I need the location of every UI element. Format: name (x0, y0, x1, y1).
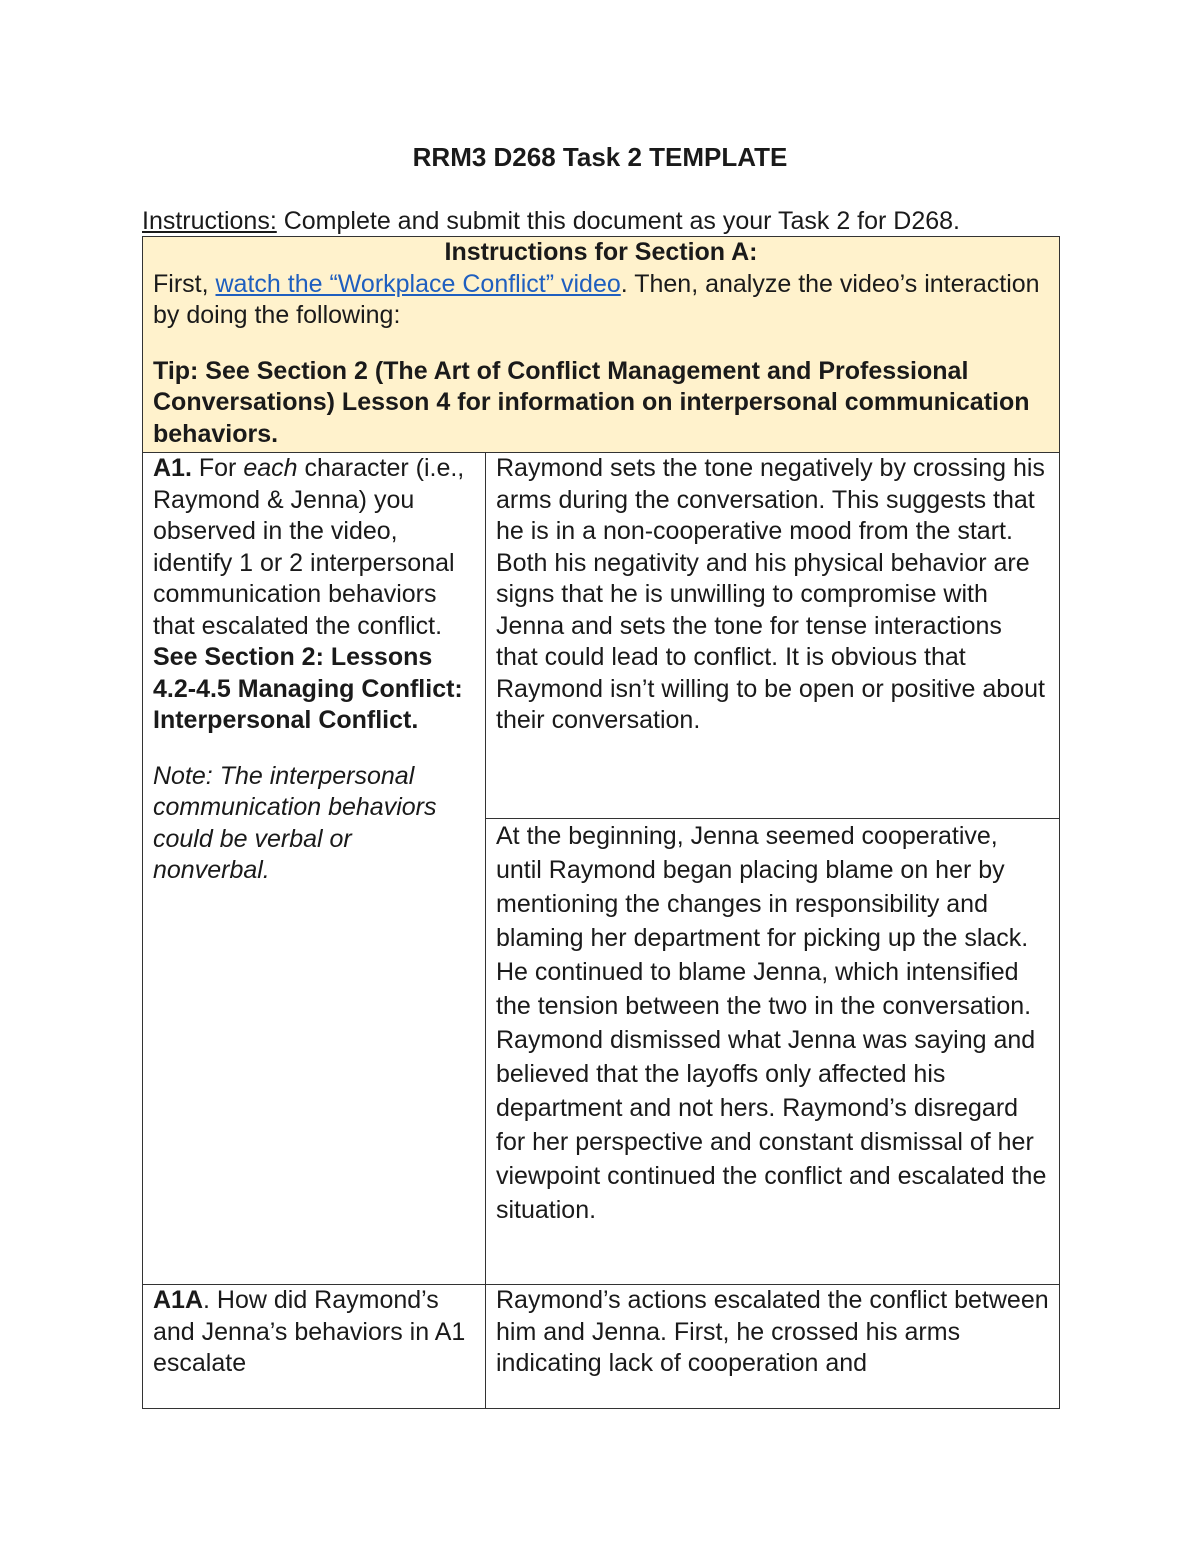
instructions-label: Instructions: (142, 207, 277, 235)
a1-text-each: each (243, 454, 298, 482)
a1-see-section: See Section 2: Lessons 4.2-4.5 Managing Conflict: Interpersonal Conflict. (153, 643, 463, 734)
a1a-label: A1A (153, 1286, 204, 1314)
a1a-answer-cell (486, 1285, 1060, 1409)
a1-text-1: For (191, 454, 244, 482)
instructions-line (142, 206, 1062, 236)
a1-question (153, 453, 475, 642)
a1a-question (153, 1285, 475, 1380)
first-prefix: First, (153, 269, 216, 298)
section-a-tip: Tip: See Section 2 (The Art of Conflict Management and Professional Conversations) Lesson 4 for information on interpersonal communication behaviors. (153, 356, 1030, 448)
a1a-row (143, 1285, 1060, 1409)
a1-label: A1. (153, 454, 192, 482)
section-a-header: Instructions for Section A: (444, 238, 758, 266)
a1a-answer: Raymond’s actions escalated the conflict between him and Jenna. First, he crossed his arms indicating lack of cooperation and (496, 1286, 1049, 1377)
first-suffix: . Then, analyze the video’s interaction by doing the following: (153, 269, 1040, 329)
section-a-instructions-row (143, 237, 1060, 453)
a1-note: Note: The interpersonal communication behaviors could be verbal or nonverbal. (153, 761, 437, 884)
a1a-question-text: . How did Raymond’s and Jenna’s behaviors in A1 escalate (153, 1286, 466, 1377)
section-a-instructions-cell (143, 237, 1060, 453)
workplace-conflict-video-link[interactable]: watch the “Workplace Conflict” video (215, 269, 621, 298)
section-a-first-paragraph (153, 269, 1049, 332)
instructions-text: Complete and submit this document as your Task 2 for D268. (276, 207, 960, 235)
a1a-question-cell (143, 1285, 486, 1409)
a1-answer-raymond-cell (486, 453, 1060, 819)
a1-answer-jenna-cell (486, 819, 1060, 1285)
a1-row-raymond (143, 453, 1060, 819)
document-title: RRM3 D268 Task 2 TEMPLATE (412, 142, 788, 172)
a1-question-cell (143, 453, 486, 1285)
a1-answer-jenna: At the beginning, Jenna seemed cooperative, until Raymond began placing blame on her by mentioning the changes in responsibility and blaming her department for picking up the slack. He continued to blame Jenna, which intensified the tension between the two in the conversation. Raymond dismissed what Jenna was saying and believed that the layoffs only affected his department and not hers. Raymond’s disregard for her perspective and constant dismissal of her viewpoint continued the conflict and escalated the situation. (496, 822, 1047, 1224)
a1-text-2: character (i.e., Raymond & Jenna) you observed in the video, identify 1 or 2 interpersonal communication behaviors that escalated the conflict. (153, 454, 465, 640)
a1-answer-raymond: Raymond sets the tone negatively by crossing his arms during the conversation. This suggests that he is in a non-cooperative mood from the start. Both his negativity and his physical behavior are signs that he is unwilling to compromise with Jenna and sets the tone for tense interactions that could lead to conflict. It is obvious that Raymond isn’t willing to be open or positive about their conversation. (496, 454, 1045, 734)
task-table (142, 236, 1060, 1409)
